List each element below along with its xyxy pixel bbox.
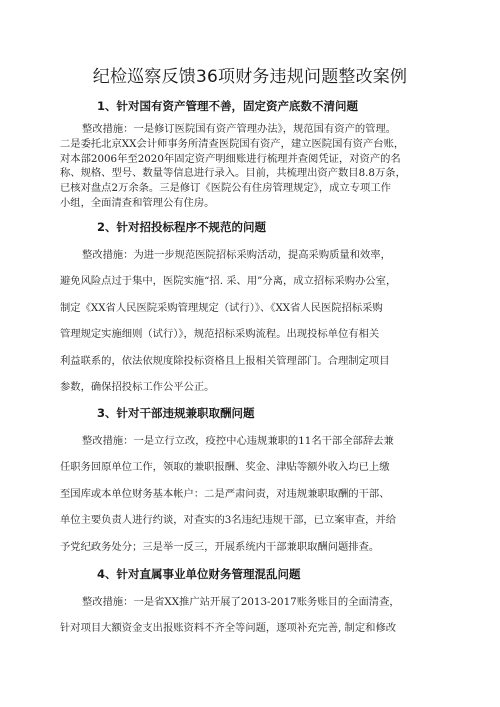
- paragraph-line: 整改措施：一是立行立改，疫控中心违规兼职的11名干部全部辞去兼: [82, 435, 394, 447]
- paragraph-line: 予党纪政务处分；三是举一反三，开展系统内干部兼职取酬问题排查。: [60, 540, 380, 553]
- paragraph-line: 任职务回原单位工作，领取的兼职报酬、奖金、津贴等额外收入均已上缴: [60, 461, 390, 474]
- paragraph-line: 至国库或本单位财务基本帐户：二是严肃问责，对违规兼职取酬的干部、: [60, 487, 390, 500]
- section-3-paragraph: [60, 428, 442, 560]
- section-4-heading: 4、针对直属事业单位财务管理混乱问题: [97, 567, 301, 581]
- section-4-paragraph: [60, 589, 442, 642]
- paragraph-line: 已核对盘点2万余条。三是修订《医院公有住房管理规定》，成立专项工作: [60, 182, 391, 195]
- paragraph-line: 制定《XX省人民医院采购管理规定（试行）》、《XX省人民医院招标采购: [60, 301, 383, 314]
- paragraph-line: 整改措施：一是修订医院国有资产管理办法》，规范国有资产的管理。: [82, 123, 397, 135]
- paragraph-line: 单位主要负责人进行约谈，对查实的3名违纪违规干部，已立案审查，并给: [60, 514, 397, 527]
- paragraph-line: 管理规定实施细则（试行）》，规范招标采购流程。出现投标单位有相关: [60, 328, 380, 341]
- paragraph-line: 对本部2006年至2020年固定资产明细账进行梳理并查阅凭证，对资产的名: [60, 152, 401, 165]
- paragraph-line: 整改措施：一是省XX推广站开展了2013-2017账务账目的全面清查，: [82, 596, 400, 608]
- document-title: 纪检巡察反馈36项财务违规问题整改案例: [92, 67, 408, 87]
- paragraph-line: 称、规格、型号、数量等信息进行录入。目前，共梳理出资产数目8.8万条，: [60, 167, 406, 180]
- section-2-heading: 2、针对招投标程序不规范的问题: [97, 220, 266, 234]
- paragraph-line: 整改措施：为进一步规范医院招标采购活动，提高采购质量和效率，: [82, 249, 391, 261]
- paragraph-line: 参数，确保招投标工作公平公正。: [60, 381, 215, 394]
- section-1-paragraph: [60, 122, 442, 211]
- section-1-heading: 1、针对国有资产管理不善，固定资产底数不清问题: [97, 99, 358, 113]
- paragraph-line: 小组，全面清查和管理公有住房。: [60, 196, 215, 209]
- paragraph-line: 针对项目大额资金支出报账资料不齐全等问题，逐项补充完善, 制定和修改: [60, 622, 397, 635]
- section-3-heading: 3、针对干部违规兼职取酬问题: [97, 406, 255, 420]
- paragraph-line: 利益联系的，依法依规度除投标资格且上报相关管理部门。合理制定项目: [60, 354, 390, 367]
- section-2-paragraph: [60, 242, 442, 400]
- paragraph-line: 避免风险点过于集中，医院实施“招. 采、用”分离，成立招标采购办公室，: [60, 275, 397, 288]
- paragraph-line: 二是委托北京XX会计师事务所清查医院国有资产，建立医院国有资产台账，: [60, 137, 405, 150]
